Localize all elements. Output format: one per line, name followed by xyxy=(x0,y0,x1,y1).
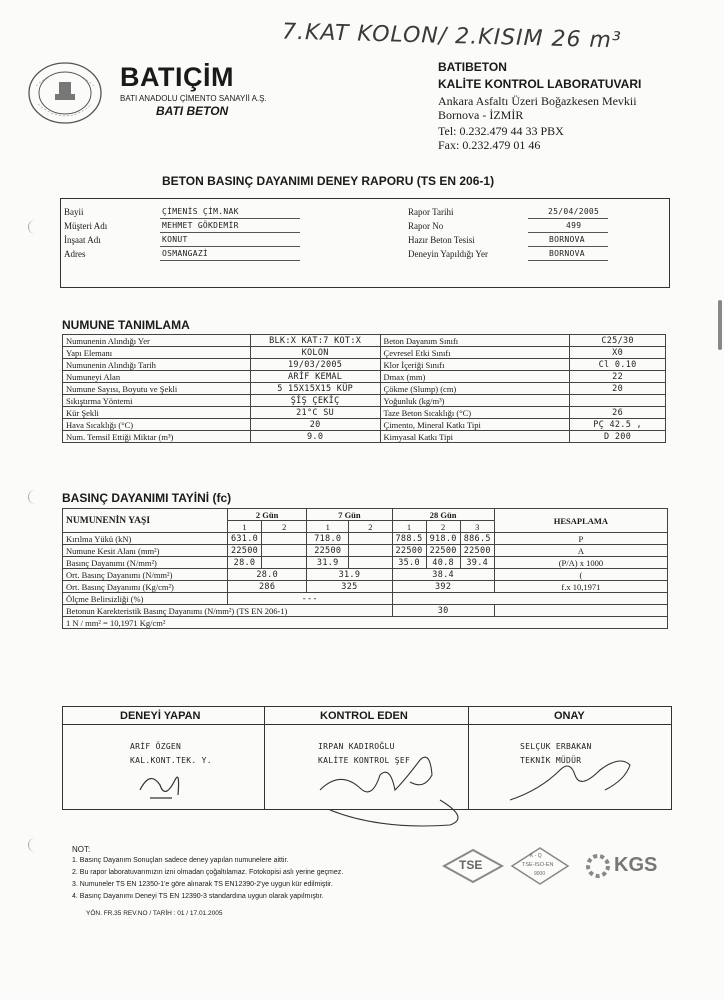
punch-mark xyxy=(28,838,35,852)
sample-label: Beton Dayanım Sınıfı xyxy=(380,335,570,347)
note-item: 2. Bu rapor laboratuvarımızın izni olmadan çoğaltılamaz. Fotokopisi aslı yerine geçmez. xyxy=(72,869,344,876)
info-label: İnşaat Adı xyxy=(64,235,101,245)
sample-label: Klor İçeriği Sınıfı xyxy=(380,359,570,371)
age-7-header: 7 Gün xyxy=(307,509,392,521)
report-title: BETON BASINÇ DAYANIMI DENEY RAPORU (TS EN 206-1) xyxy=(162,174,495,188)
sample-label: Numuneyi Alan xyxy=(63,371,251,383)
sub-col: 3 xyxy=(460,521,494,533)
sample-value: 5 15X15X15 KÜP xyxy=(250,383,380,395)
sample-heading: NUMUNE TANIMLAMA xyxy=(62,318,190,332)
info-value: ÇİMENİS ÇİM.NAK xyxy=(162,207,239,216)
sample-value: 22 xyxy=(570,371,666,383)
row-label: Numune Kesit Alanı (mm²) xyxy=(63,545,228,557)
calc-cell: P xyxy=(494,533,667,545)
sign-header-tester: DENEYİ YAPAN xyxy=(120,710,201,722)
sample-value: 19/03/2005 xyxy=(250,359,380,371)
controller-name: IRPAN KADIROĞLU xyxy=(318,742,395,751)
approver-title: TEKNİK MÜDÜR xyxy=(520,756,582,765)
sign-header-controller: KONTROL EDEN xyxy=(320,710,408,722)
sample-label: Taze Beton Sıcaklığı (°C) xyxy=(380,407,570,419)
conversion-note: 1 N / mm² = 10,1971 Kg/cm² xyxy=(63,617,668,629)
calc-cell: f.x 10,1971 xyxy=(494,581,667,593)
info-value: OSMANGAZİ xyxy=(162,249,209,258)
row-label: Betonun Karekteristik Basınç Dayanımı (N/mm²) (TS EN 206-1) xyxy=(63,605,393,617)
sample-label: Dmax (mm) xyxy=(380,371,570,383)
sample-label: Hava Sıcaklığı (°C) xyxy=(63,419,251,431)
value-cell: 39.4 xyxy=(460,557,494,569)
info-value: BORNOVA xyxy=(549,235,585,244)
value-cell: 40.8 xyxy=(426,557,460,569)
kgs-logo-icon xyxy=(584,852,612,880)
note-item: 1. Basınç Dayanım Sonuçları sadece deney yapılan numunelere aittir. xyxy=(72,857,289,864)
value-cell: 631.0 xyxy=(227,533,261,545)
brand-sub2: BATI BETON xyxy=(156,104,229,118)
brand-subtitle: BATI ANADOLU ÇİMENTO SANAYİİ A.Ş. xyxy=(120,94,267,103)
lab-address-2: Bornova - İZMİR xyxy=(438,108,524,122)
value-cell: 886.5 xyxy=(460,533,494,545)
tester-title: KAL.KONT.TEK. Y. xyxy=(130,756,212,765)
info-label: Hazır Beton Tesisi xyxy=(408,235,475,245)
kgs-logo-text: KGS xyxy=(614,854,658,876)
value-cell: 28.0 xyxy=(227,569,306,581)
tester-name: ARİF ÖZGEN xyxy=(130,742,182,751)
sample-value: 26 xyxy=(570,407,666,419)
value-cell: 718.0 xyxy=(307,533,349,545)
value-cell: 286 xyxy=(227,581,306,593)
value-cell: 31.9 xyxy=(307,557,349,569)
sample-label: Yapı Elemanı xyxy=(63,347,251,359)
sample-label: Çevresel Etki Sınıfı xyxy=(380,347,570,359)
sample-value: KOLON xyxy=(250,347,380,359)
calc-cell: ( xyxy=(494,569,667,581)
sample-value: ARİF KEMAL xyxy=(250,371,380,383)
scrollbar-thumb[interactable] xyxy=(718,300,722,350)
approver-name: SELÇUK ERBAKAN xyxy=(520,742,592,751)
sample-label: Numunenin Alındığı Yer xyxy=(63,335,251,347)
sample-value: ŞİŞ ÇEKİÇ xyxy=(250,395,380,407)
sample-value: C25/30 xyxy=(570,335,666,347)
info-label: Bayii xyxy=(64,207,84,217)
value-cell: 918.0 xyxy=(426,533,460,545)
sample-label: Çökme (Slump) (cm) xyxy=(380,383,570,395)
row-label: Ölçme Belirsizliği (%) xyxy=(63,593,228,605)
sub-col: 1 xyxy=(307,521,349,533)
sub-col: 2 xyxy=(349,521,392,533)
value-cell: 325 xyxy=(307,581,392,593)
info-label: Adres xyxy=(64,249,86,259)
age-header: NUMUNENİN YAŞI xyxy=(63,509,228,533)
notes-title: NOT: xyxy=(72,845,91,854)
value-cell: 28.0 xyxy=(227,557,261,569)
lab-name-2: KALİTE KONTROL LABORATUVARI xyxy=(438,77,642,91)
sub-col: 2 xyxy=(262,521,307,533)
sample-value: X0 xyxy=(570,347,666,359)
sample-value: 21°C SU xyxy=(250,407,380,419)
note-item: 3. Numuneler TS EN 12350-1'e göre alınarak TS EN12390-2'ye uygun kür edilmiştir. xyxy=(72,881,333,888)
info-label: Rapor No xyxy=(408,221,444,231)
value-cell: 30 xyxy=(392,605,494,617)
info-value: KONUT xyxy=(162,235,188,244)
sample-value: PÇ 42.5 , xyxy=(570,419,666,431)
sub-col: 2 xyxy=(426,521,460,533)
info-value: MEHMET GÖKDEMİR xyxy=(162,221,239,230)
iso-logo-bottom: 9000 xyxy=(534,871,546,877)
value-cell: 38.4 xyxy=(392,569,494,581)
value-cell: 31.9 xyxy=(307,569,392,581)
calc-cell: A xyxy=(494,545,667,557)
sample-label: Num. Temsil Ettiği Miktar (m³) xyxy=(63,431,251,443)
sample-label: Çimento, Mineral Katkı Tipi xyxy=(380,419,570,431)
info-label: Deneyin Yapıldığı Yer xyxy=(408,249,489,259)
sign-header-approval: ONAY xyxy=(554,710,585,722)
sample-label: Numunenin Alındığı Tarih xyxy=(63,359,251,371)
row-label: Kırılma Yükü (kN) xyxy=(63,533,228,545)
sample-value: Cl 0.10 xyxy=(570,359,666,371)
info-value: 25/04/2005 xyxy=(548,207,600,216)
row-label: Ort. Basınç Dayanımı (N/mm²) xyxy=(63,569,228,581)
sample-label: Kür Şekli xyxy=(63,407,251,419)
sample-value: 9.0 xyxy=(250,431,380,443)
handwritten-note: 7.KAT KOLON/ 2.KISIM 26 m³ xyxy=(281,19,623,54)
form-footer: YÖN. FR.35 REV.NO / TARİH : 01 / 17.01.2005 xyxy=(86,910,223,917)
age-2-header: 2 Gün xyxy=(227,509,306,521)
row-label: Ort. Basınç Dayanımı (Kg/cm²) xyxy=(63,581,228,593)
iso-logo-text: TSE-ISO-EN xyxy=(522,862,554,868)
brand-name: BATIÇİM xyxy=(120,62,234,92)
strength-heading: BASINÇ DAYANIMI TAYİNİ (fc) xyxy=(62,491,232,505)
calc-header: HESAPLAMA xyxy=(494,509,667,533)
row-label: Basınç Dayanımı (N/mm²) xyxy=(63,557,228,569)
sample-label: Kimyasal Katkı Tipi xyxy=(380,431,570,443)
sub-col: 1 xyxy=(392,521,426,533)
sample-value: BLK:X KAT:7 KOT:X xyxy=(250,335,380,347)
punch-mark xyxy=(28,220,35,234)
calc-cell: (P/A) x 1000 xyxy=(494,557,667,569)
value-cell: --- xyxy=(227,593,392,605)
sample-label: Numune Sayısı, Boyutu ve Şekli xyxy=(63,383,251,395)
sample-value: 20 xyxy=(570,383,666,395)
sample-label: Sıkıştırma Yöntemi xyxy=(63,395,251,407)
value-cell: 392 xyxy=(392,581,494,593)
sample-value: 20 xyxy=(250,419,380,431)
value-cell: 22500 xyxy=(426,545,460,557)
tse-logo-text: TSE xyxy=(459,858,483,872)
info-value: 499 xyxy=(566,221,582,230)
value-cell: 22500 xyxy=(307,545,349,557)
lab-tel: Tel: 0.232.479 44 33 PBX xyxy=(438,124,564,138)
age-28-header: 28 Gün xyxy=(392,509,494,521)
value-cell: 788.5 xyxy=(392,533,426,545)
info-label: Müşteri Adı xyxy=(64,221,108,231)
lab-address-1: Ankara Asfaltı Üzeri Boğazkesen Mevkii xyxy=(438,94,637,108)
value-cell: 22500 xyxy=(392,545,426,557)
info-label: Rapor Tarihi xyxy=(408,207,454,217)
sample-label: Yoğunluk (kg/m³) xyxy=(380,395,570,407)
note-item: 4. Basınç Dayanımı Deneyi TS EN 12390-3 standardına uygun olarak yapılmıştır. xyxy=(72,893,324,900)
punch-mark xyxy=(28,490,35,504)
iso-logo-top: K - Q xyxy=(530,853,542,859)
controller-title: KALİTE KONTROL ŞEF xyxy=(318,756,411,765)
sub-col: 1 xyxy=(227,521,261,533)
value-cell: 35.0 xyxy=(392,557,426,569)
lab-fax: Fax: 0.232.479 01 46 xyxy=(438,138,541,152)
lab-name-1: BATIBETON xyxy=(438,60,507,74)
sample-value: D 200 xyxy=(570,431,666,443)
value-cell: 22500 xyxy=(460,545,494,557)
value-cell: 22500 xyxy=(227,545,261,557)
info-value: BORNOVA xyxy=(549,249,585,258)
